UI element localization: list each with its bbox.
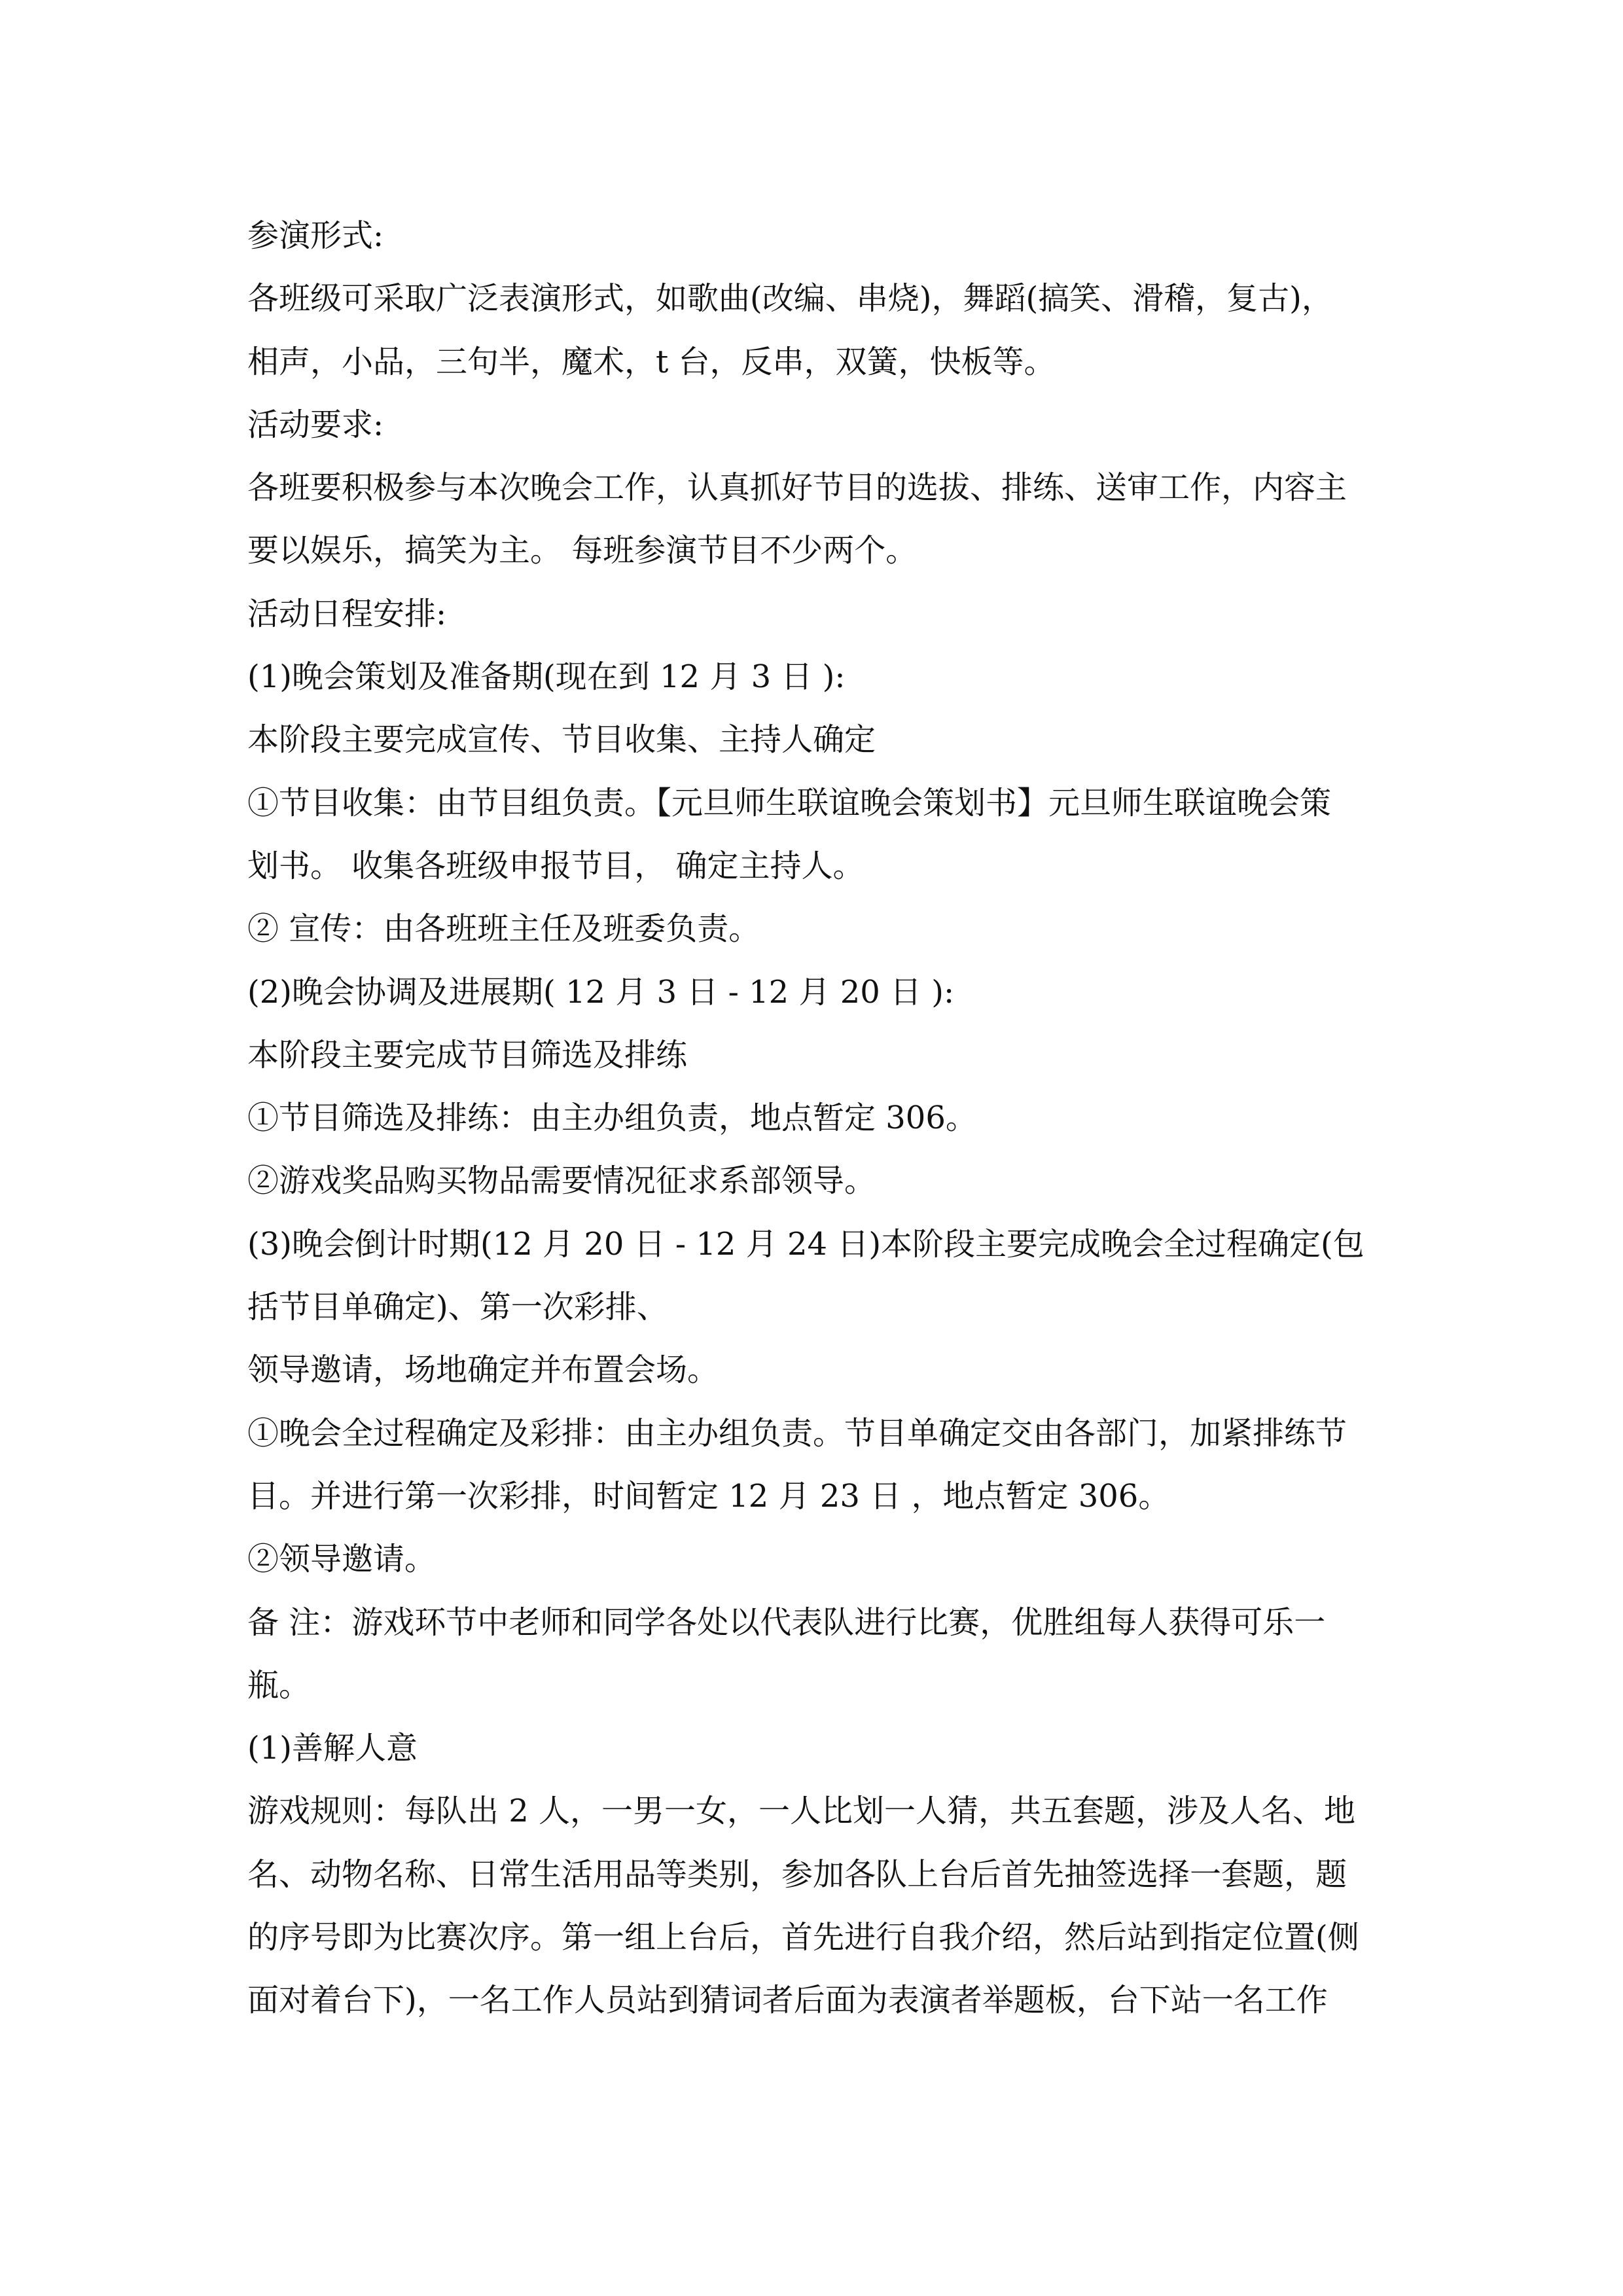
paragraph-line: 划书。 收集各班级申报节目， 确定主持人。 xyxy=(247,847,865,884)
paragraph-line: ②游戏奖品购买物品需要情况征求系部领导。 xyxy=(247,1162,876,1200)
paragraph-line: ①晚会全过程确定及彩排：由主办组负责。节目单确定交由各部门，加紧排练节 xyxy=(247,1414,1347,1452)
paragraph-line: 各班级可采取广泛表演形式，如歌曲(改编、串烧)，舞蹈(搞笑、滑稽，复古)， xyxy=(247,280,1333,317)
paragraph-line: 游戏规则：每队出 2 人，一男一女，一人比划一人猜，共五套题，涉及人名、地 xyxy=(247,1793,1356,1830)
schedule-phase-3: (3)晚会倒计时期(12 月 20 日 - 12 月 24 日)本阶段主要完成晚会全过程确定(包 xyxy=(247,1225,1364,1263)
paragraph-line: 要以娱乐，搞笑为主。 每班参演节目不少两个。 xyxy=(247,532,918,569)
paragraph-line: 各班要积极参与本次晚会工作，认真抓好节目的选拔、排练、送审工作，内容主 xyxy=(247,469,1347,507)
paragraph-line: ①节目筛选及排练：由主办组负责，地点暂定 306。 xyxy=(247,1100,977,1137)
paragraph-line: 相声，小品，三句半，魔术，t 台，反串，双簧，快板等。 xyxy=(247,343,1056,380)
paragraph-line: 目。并进行第一次彩排，时间暂定 12 月 23 日 ，地点暂定 306。 xyxy=(247,1477,1170,1515)
paragraph-line: 面对着台下)，一名工作人员站到猜词者后面为表演者举题板，台下站一名工作 xyxy=(247,1982,1328,2019)
document-body xyxy=(247,204,1383,2032)
paragraph-line: 本阶段主要完成宣传、节目收集、主持人确定 xyxy=(247,721,876,759)
note-line: 瓶。 xyxy=(247,1666,311,1704)
paragraph-line: 领导邀请，场地确定并布置会场。 xyxy=(247,1352,719,1389)
section-heading-schedule: 活动日程安排: xyxy=(247,595,447,632)
paragraph-line: 的序号即为比赛次序。第一组上台后，首先进行自我介绍，然后站到指定位置(侧 xyxy=(247,1919,1359,1956)
paragraph-line: ①节目收集：由节目组负责。【元旦师生联谊晚会策划书】元旦师生联谊晚会策 xyxy=(247,784,1332,821)
game-heading: (1)善解人意 xyxy=(247,1730,418,1767)
note-line: 备 注：游戏环节中老师和同学各处以代表队进行比赛，优胜组每人获得可乐一 xyxy=(247,1604,1326,1641)
paragraph-line: 括节目单确定)、第一次彩排、 xyxy=(247,1289,668,1326)
section-heading-requirements: 活动要求: xyxy=(247,406,384,443)
paragraph-line: 本阶段主要完成节目筛选及排练 xyxy=(247,1036,688,1073)
paragraph-line: ② 宣传：由各班班主任及班委负责。 xyxy=(247,910,760,948)
schedule-phase-2: (2)晚会协调及进展期( 12 月 3 日 - 12 月 20 日 ): xyxy=(247,973,955,1011)
paragraph-line: 名、动物名称、日常生活用品等类别，参加各队上台后首先抽签选择一套题，题 xyxy=(247,1856,1347,1893)
paragraph-line: ②领导邀请。 xyxy=(247,1541,437,1578)
schedule-phase-1: (1)晚会策划及准备期(现在到 12 月 3 日 ): xyxy=(247,658,846,696)
section-heading-participation-form: 参演形式: xyxy=(247,217,384,254)
